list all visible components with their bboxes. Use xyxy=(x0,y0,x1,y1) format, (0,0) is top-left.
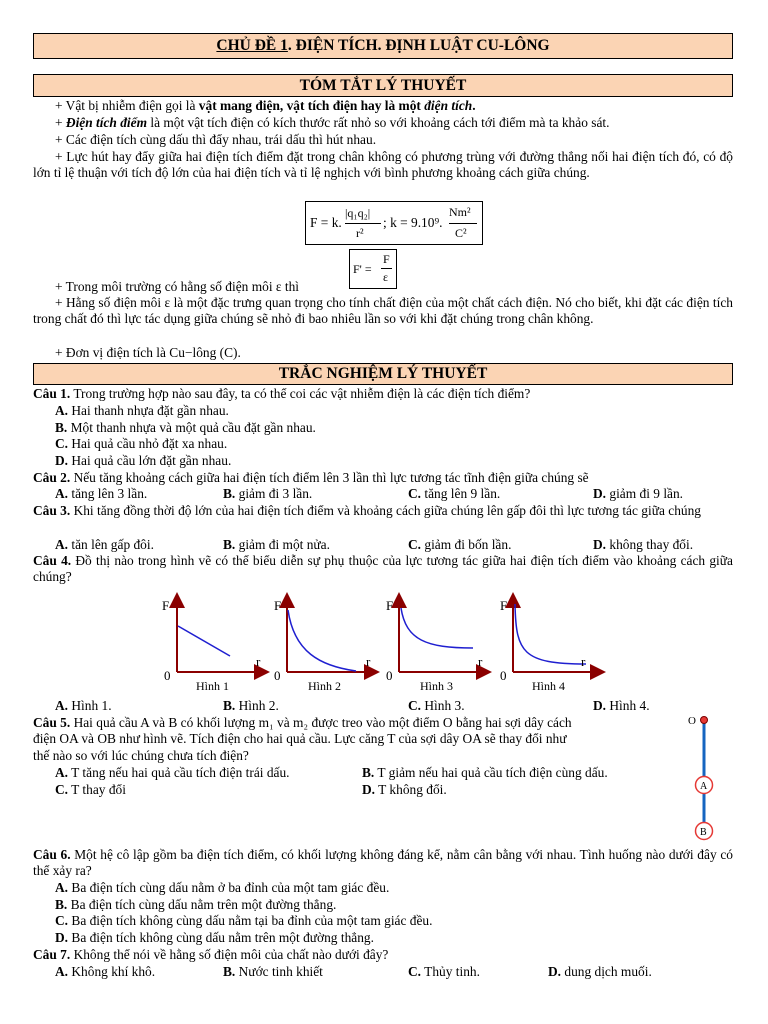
q6-option-d: D. Ba điện tích không cùng dấu nằm trên một đường thẳng. xyxy=(55,930,374,945)
question-5-line-2: điện OA và OB như hình vẽ. Tích điện cho hai quả cầu. Lực căng T của sợi dây OA sẽ thay đổi như xyxy=(33,731,567,746)
q4-option-c: C. Hình 3. xyxy=(408,698,465,713)
question-7: Câu 7. Không thể nói về hằng số điện môi của chất nào dưới đây? xyxy=(33,947,389,962)
q6-option-a: A. Ba điện tích cùng dấu nằm ở ba đỉnh của một tam giác đều. xyxy=(55,880,390,895)
chapter-number: CHỦ ĐỀ 1 xyxy=(216,37,288,54)
q5-option-a: A. T tăng nếu hai quả cầu tích điện trái dấu. xyxy=(55,765,290,780)
q7-option-d: D. dung dịch muối. xyxy=(548,964,652,979)
q1-option-b: B. Một thanh nhựa và một quả cầu đặt gần nhau. xyxy=(55,420,316,435)
question-2: Câu 2. Nếu tăng khoảng cách giữa hai điện tích điểm lên 3 lần thì lực tương tác tĩnh điện giữa chúng sẽ xyxy=(33,470,589,485)
graph-2 xyxy=(274,598,372,693)
q2-option-d: D. giảm đi 9 lần. xyxy=(593,486,684,501)
question-5-line-3: thế nào so với lúc chúng chưa tích điện? xyxy=(33,748,249,763)
theory-line-1: + Vật bị nhiễm điện gọi là vật mang điện, vật tích điện hay là một điện tích. xyxy=(55,98,476,113)
q6-option-c: C. Ba điện tích không cùng dấu nằm tại ba đỉnh của một tam giác đều. xyxy=(55,913,433,928)
q6-option-b: B. Ba điện tích cùng dấu nằm trên một đường thẳng. xyxy=(55,897,337,912)
q3-option-a: A. tăn lên gấp đôi. xyxy=(55,537,154,552)
graph-2-curve xyxy=(288,610,356,671)
graph-4-caption: Hình 4 xyxy=(532,679,565,693)
question-3: Câu 3. Khi tăng đồng thời độ lớn của hai điện tích điểm và khoảng cách giữa chúng lên gấp đôi thì lực tương tác giữa chúng xyxy=(33,503,701,518)
q1-option-d: D. Hai quả cầu lớn đặt gần nhau. xyxy=(55,453,232,468)
q7-option-b: B. Nước tinh khiết xyxy=(223,964,323,979)
theory-section-header: TÓM TẮT LÝ THUYẾT xyxy=(33,74,733,97)
q4-option-d: D. Hình 4. xyxy=(593,698,650,713)
graph-4-x-label: r xyxy=(581,654,586,669)
q1-option-a: A. Hai thanh nhựa đặt gần nhau. xyxy=(55,403,229,418)
q4-option-b: B. Hình 2. xyxy=(223,698,279,713)
graph-1-x-label: r xyxy=(256,654,261,669)
q5-option-c: C. T thay đổi xyxy=(55,782,126,797)
q1-option-c: C. Hai quả cầu nhỏ đặt xa nhau. xyxy=(55,436,228,451)
graph-3-x-label: r xyxy=(478,654,483,669)
theory-paragraph-dielectric-constant: + Hằng số điện môi ε là một đặc trưng quan trọng cho tính chất điện của một chất cách điện. Nó cho biết, khi đặt các điện tích trong chất đó thì lực tác dụng giữa chúng sẽ nhỏ đi bao nhiêu lần so với khi đặt chúng trong chân không. xyxy=(33,295,733,326)
q2-option-b: B. giảm đi 3 lần. xyxy=(223,486,313,501)
graph-3-origin: 0 xyxy=(386,668,393,683)
theory-line-unit: + Đơn vị điện tích là Cu−lông (C). xyxy=(55,345,241,360)
theory-line-3: + Các điện tích cùng dấu thì đẩy nhau, trái dấu thì hút nhau. xyxy=(55,132,377,147)
hanging-spheres-figure xyxy=(686,711,720,845)
q3-option-c: C. giảm đi bốn lần. xyxy=(408,537,512,552)
graph-1 xyxy=(162,598,262,693)
graph-3-curve xyxy=(401,608,473,648)
graph-3-caption: Hình 3 xyxy=(420,679,453,693)
force-distance-graphs xyxy=(150,592,630,700)
label-o: O xyxy=(688,715,696,727)
q3-option-d: D. không thay đổi. xyxy=(593,537,694,552)
theory-paragraph-coulomb: + Lực hút hay đẩy giữa hai điện tích điểm đặt trong chân không có phương trùng với đường thẳng nối hai điện tích đó, có độ lớn tỉ lệ thuận với tích độ lớn của hai điện tích và tỉ lệ nghịch với bình phương khoảng cách giữa chúng. xyxy=(33,149,733,180)
chapter-title: . ĐIỆN TÍCH. ĐỊNH LUẬT CU-LÔNG xyxy=(287,37,550,54)
q2-option-c: C. tăng lên 9 lần. xyxy=(408,486,501,501)
q5-option-d: D. T không đổi. xyxy=(362,782,447,797)
q5-option-b: B. T giảm nếu hai quả cầu tích điện cùng dấu. xyxy=(362,765,608,780)
label-a: A xyxy=(700,781,708,792)
quiz-section-header: TRẮC NGHIỆM LÝ THUYẾT xyxy=(33,363,733,385)
question-4: Câu 4. Đồ thị nào trong hình vẽ có thể biểu diễn sự phụ thuộc của lực tương tác giữa hai điện tích điểm vào khoảng cách giữa chúng? xyxy=(33,553,733,584)
graph-2-y-label: F xyxy=(274,598,282,613)
graph-4-y-label: F xyxy=(500,598,508,613)
coulomb-formula-box: F = k. |q₁q₂| r² ; k = 9.10⁹. Nm² C² xyxy=(305,201,483,245)
chapter-title-banner xyxy=(33,33,733,59)
graph-4-origin: 0 xyxy=(500,668,507,683)
graph-1-curve xyxy=(178,626,230,656)
graph-4 xyxy=(500,598,598,693)
question-5-line-1: Câu 5. Hai quả cầu A và B có khối lượng m₁ và m₂ được treo vào một điểm O bằng hai sợi dây cách xyxy=(33,715,572,730)
theory-line-2: + Điện tích điểm là một vật tích điện có kích thước rất nhỏ so với khoảng cách tới điểm mà ta khảo sát. xyxy=(55,115,610,130)
question-6: Câu 6. Một hệ cô lập gồm ba điện tích điểm, có khối lượng không đáng kể, nằm cân bằng với nhau. Tình huống nào dưới đây có thể xảy ra? xyxy=(33,847,733,878)
q7-option-a: A. Không khí khô. xyxy=(55,964,156,979)
graph-1-origin: 0 xyxy=(164,668,171,683)
dielectric-formula-box: F' = F ε xyxy=(349,249,397,289)
question-1: Câu 1. Trong trường hợp nào sau đây, ta có thể coi các vật nhiễm điện là các điện tích điểm? xyxy=(33,386,531,401)
graph-2-caption: Hình 2 xyxy=(308,679,341,693)
pivot-point-o xyxy=(701,717,708,724)
graph-1-caption: Hình 1 xyxy=(196,679,229,693)
theory-line-dielectric: + Trong môi trường có hằng số điện môi ε thì xyxy=(55,279,299,294)
q3-option-b: B. giảm đi một nửa. xyxy=(223,537,330,552)
graph-3-y-label: F xyxy=(386,598,394,613)
graph-1-y-label: F xyxy=(162,598,170,613)
graph-4-curve xyxy=(515,604,586,664)
q2-option-a: A. tăng lên 3 lần. xyxy=(55,486,148,501)
graph-3 xyxy=(386,598,484,693)
q4-option-a: A. Hình 1. xyxy=(55,698,112,713)
label-b: B xyxy=(700,827,707,838)
graph-2-origin: 0 xyxy=(274,668,281,683)
q7-option-c: C. Thủy tinh. xyxy=(408,964,480,979)
graph-2-x-label: r xyxy=(366,654,371,669)
